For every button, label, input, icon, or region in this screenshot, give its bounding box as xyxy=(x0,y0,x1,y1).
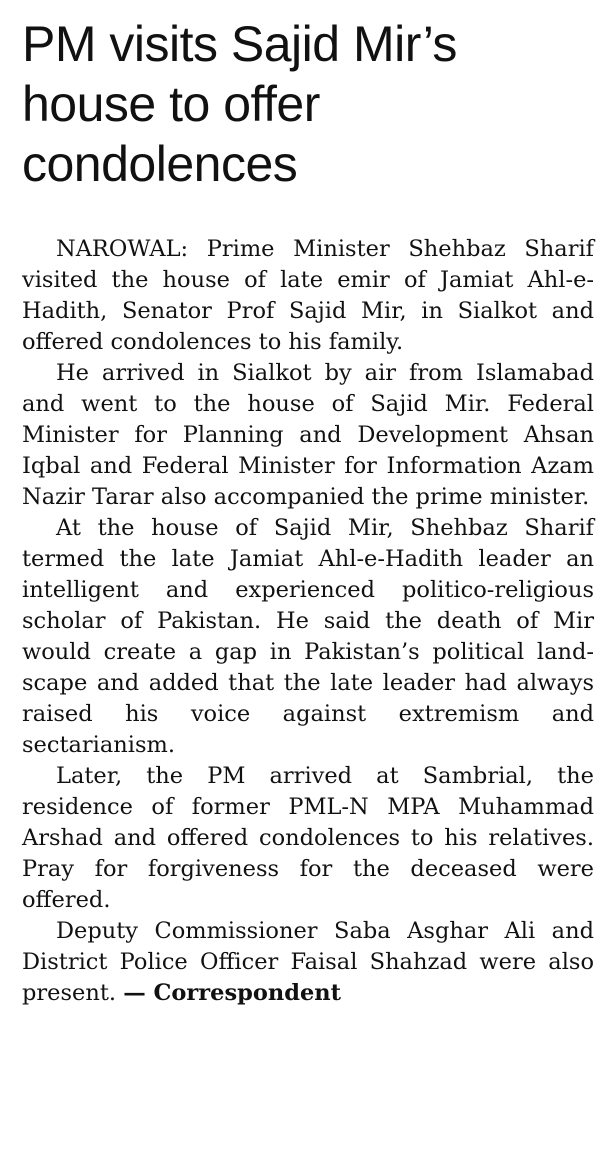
news-article xyxy=(22,14,594,1009)
article-paragraph: Later, the PM arrived at Sambrial, the residence of former PML-N MPA Muhammad Arshad and offered condolences to his relatives. Pray for forgiveness for the deceased were offered. xyxy=(22,763,594,913)
article-paragraph: NAROWAL: Prime Minister Shehbaz Sharif visited the house of late emir of Jamiat Ahl-e-Hadith, Senator Prof Sajid Mir, in Sialkot and offered condolences to his family. xyxy=(22,236,594,355)
article-paragraph: He arrived in Sialkot by air from Islamabad and went to the house of Sajid Mir. Federal Minister for Planning and Development Ahsan Iqbal and Federal Minister for Information Azam Nazir Tarar also accompanied the prime minister. xyxy=(22,360,594,510)
article-headline: PM visits Sajid Mir’s house to offer condolences xyxy=(22,16,457,192)
article-paragraph-text: Deputy Commissioner Saba Asghar Ali and District Police Officer Faisal Shahzad were also present. xyxy=(22,918,594,1006)
article-paragraph-last xyxy=(22,916,594,1009)
article-paragraph: At the house of Sajid Mir, Shehbaz Sharif termed the late Jamiat Ahl-e-Hadith leader an intelligent and experienced politico-religious scholar of Pakistan. He said the death of Mir would create a gap in Pakistan’s political landscape and added that the late leader had always raised his voice against extremism and sectarianism. xyxy=(22,515,594,758)
article-body xyxy=(22,234,594,1009)
article-byline: — Correspondent xyxy=(123,980,342,1006)
